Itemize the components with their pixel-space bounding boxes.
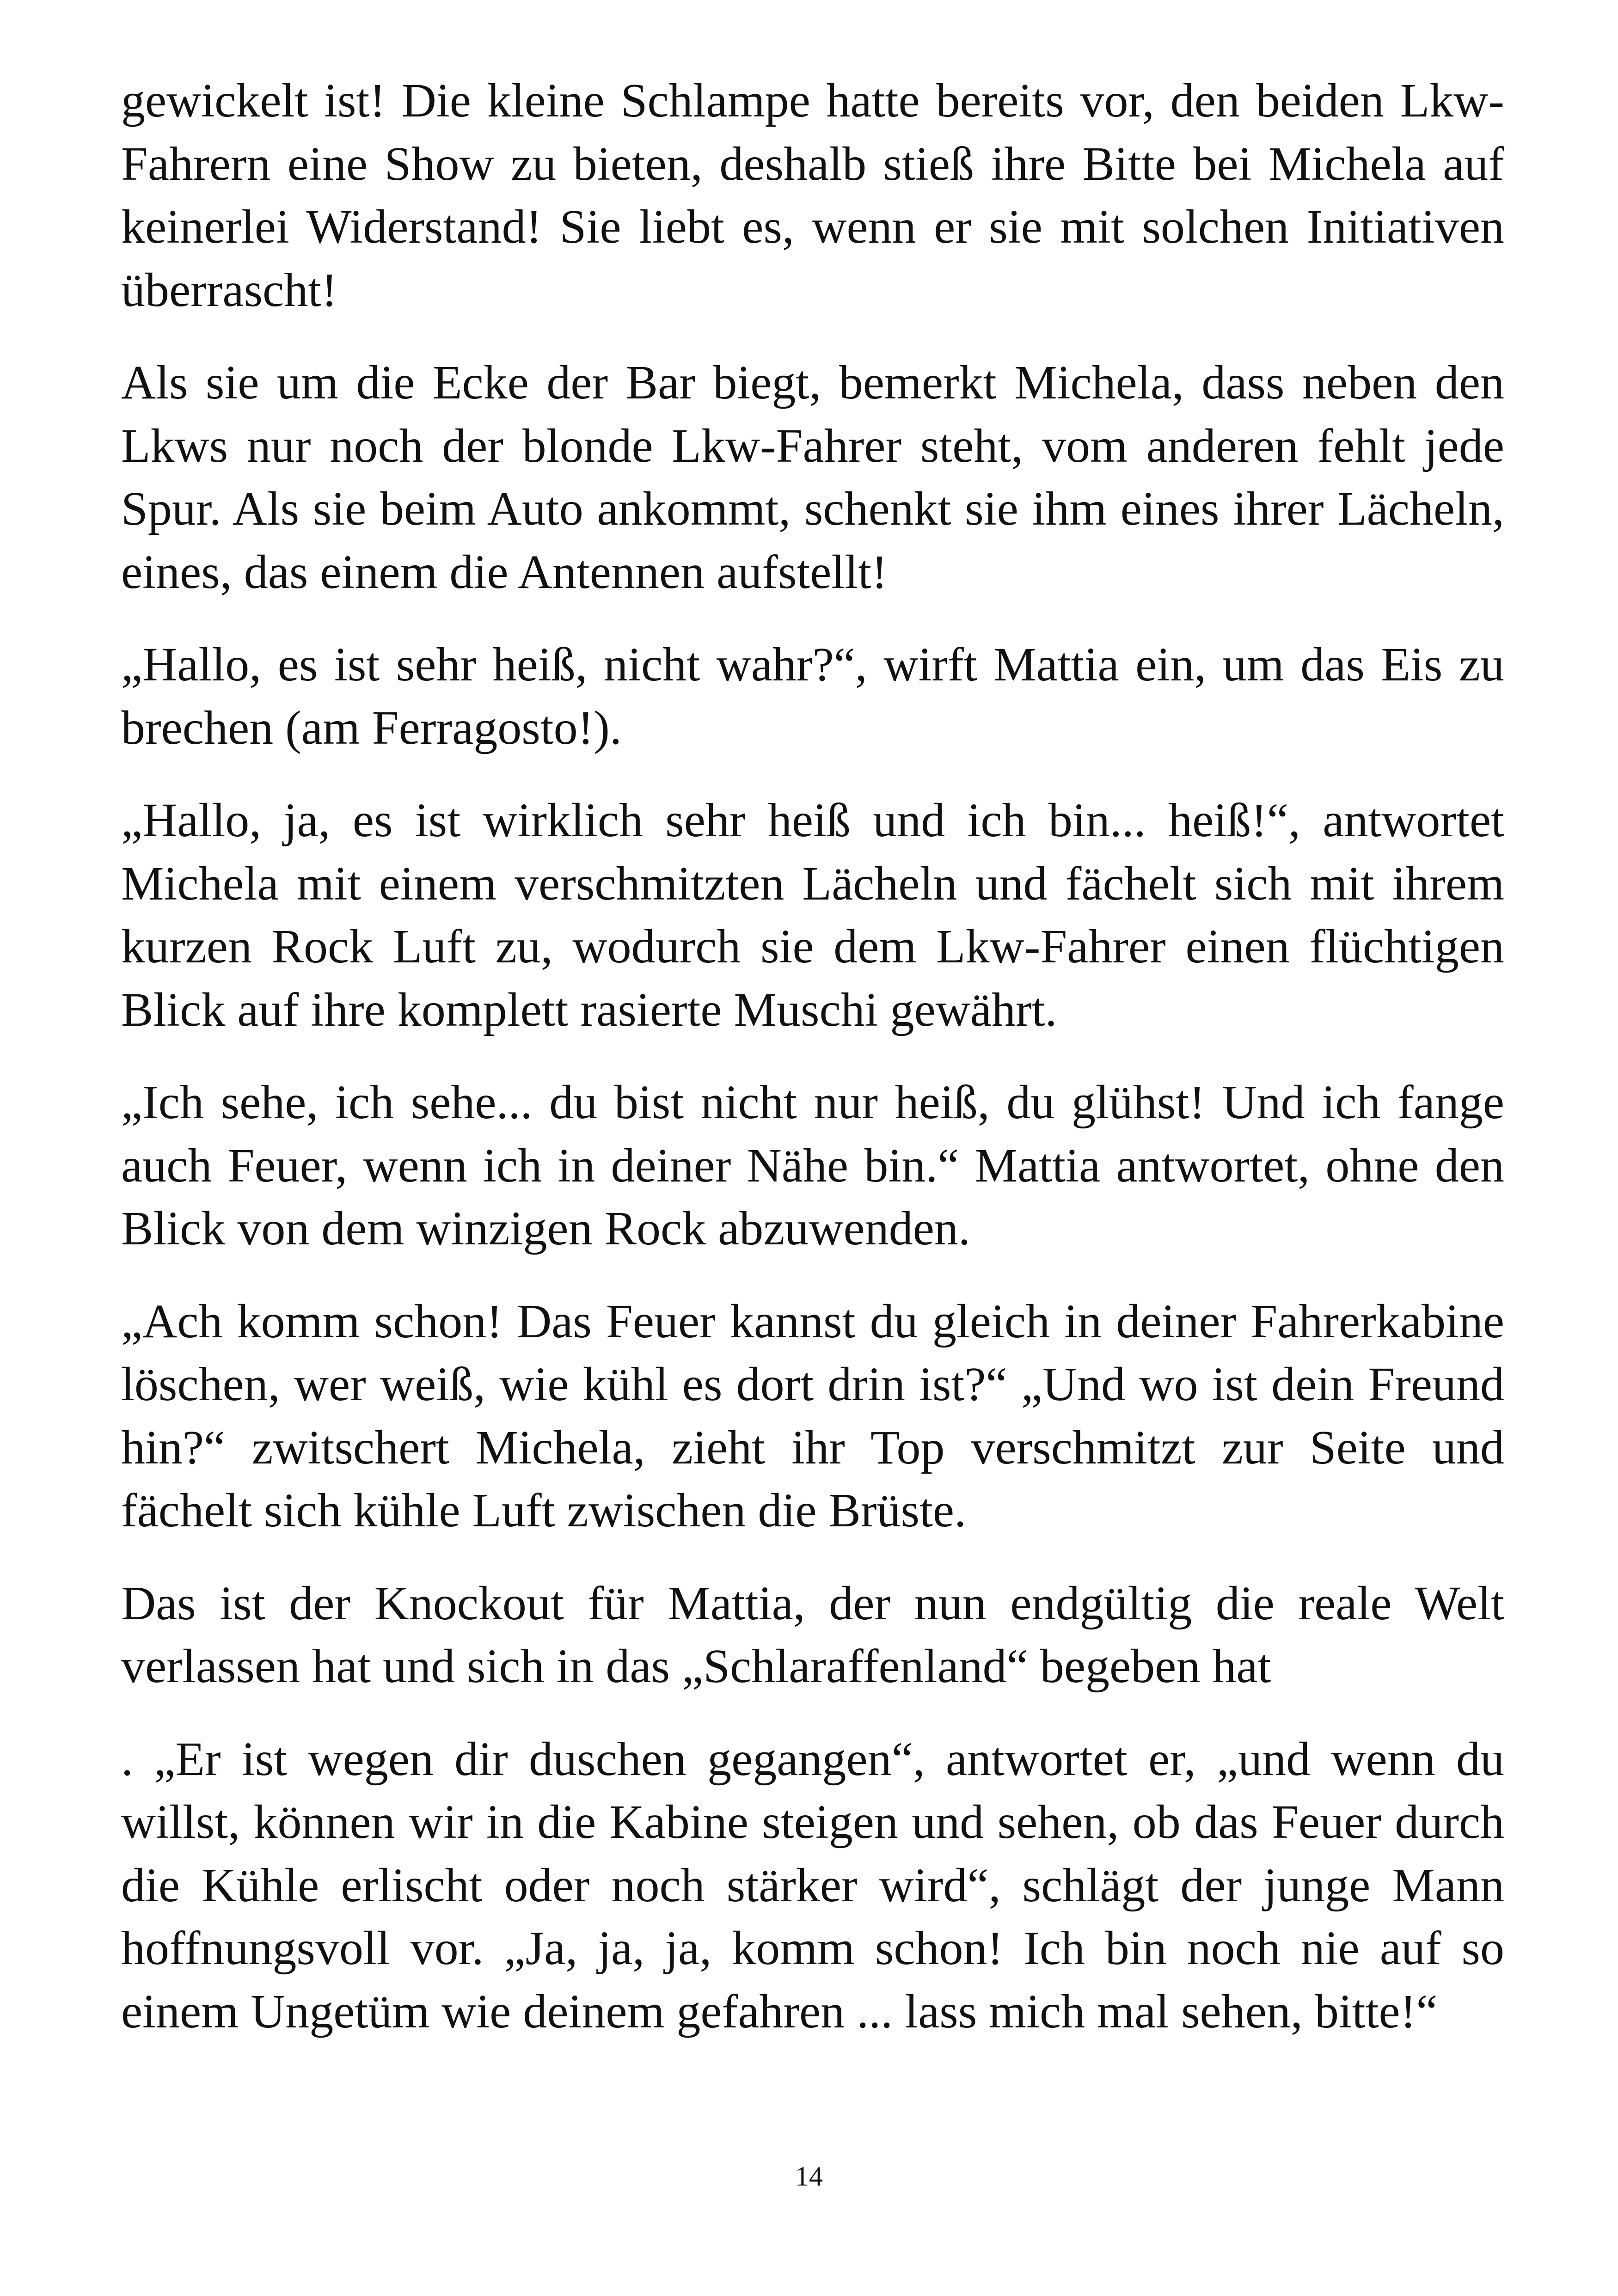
paragraph-6: „Ach komm schon! Das Feuer kannst du gleich in deiner Fahrerkabine löschen, wer weiß, wie kühl es dort drin ist?“ „Und wo ist dein Freund hin?“ zwitschert Michela, zieht ihr Top verschmitzt zur Seite und fächelt sich kühle Luft zwischen die Brüste. — [121, 1294, 1504, 1537]
page-number: 14 — [795, 2161, 823, 2192]
paragraph-7: Das ist der Knockout für Mattia, der nun endgültig die reale Welt verlassen hat und sich in das „Schlaraffenland“ begeben hat — [121, 1576, 1504, 1693]
paragraph-3: „Hallo, es ist sehr heiß, nicht wahr?“, wirft Mattia ein, um das Eis zu brechen (am Ferragosto!). — [121, 638, 1504, 754]
paragraph-1: gewickelt ist! Die kleine Schlampe hatte bereits vor, den beiden Lkw-Fahrern eine Show zu bieten, deshalb stieß ihre Bitte bei Michela auf keinerlei Widerstand! Sie liebt es, wenn er sie mit solchen Initiativen überrascht! — [121, 74, 1504, 317]
paragraph-5: „Ich sehe, ich sehe... du bist nicht nur heiß, du glühst! Und ich fange auch Feuer, wenn ich in deiner Nähe bin.“ Mattia antwortet, ohne den Blick von dem winzigen Rock abzuwenden. — [121, 1076, 1504, 1255]
paragraph-4: „Hallo, ja, es ist wirklich sehr heiß und ich bin... heiß!“, antwortet Michela mit einem verschmitzten Lächeln und fächelt sich mit ihrem kurzen Rock Luft zu, wodurch sie dem Lkw-Fahrer einen flüchtigen Blick auf ihre komplett rasierte Muschi gewährt. — [121, 794, 1504, 1036]
paragraph-8: . „Er ist wegen dir duschen gegangen“, antwortet er, „und wenn du willst, können wir in die Kabine steigen und sehen, ob das Feuer durch die Kühle erlischt oder noch stärker wird“, schlägt der junge Mann hoffnungsvoll vor. „Ja, ja, ja, komm schon! Ich bin noch nie auf so einem Ungetüm wie deinem gefahren ... lass mich mal sehen, bitte!“ — [121, 1732, 1504, 2038]
paragraph-2: Als sie um die Ecke der Bar biegt, bemerkt Michela, dass neben den Lkws nur noch der blonde Lkw-Fahrer steht, vom anderen fehlt jede Spur. Als sie beim Auto ankommt, schenkt sie ihm eines ihrer Lächeln, eines, das einem die Antennen aufstellt! — [121, 356, 1504, 599]
page-body — [121, 69, 1504, 2073]
